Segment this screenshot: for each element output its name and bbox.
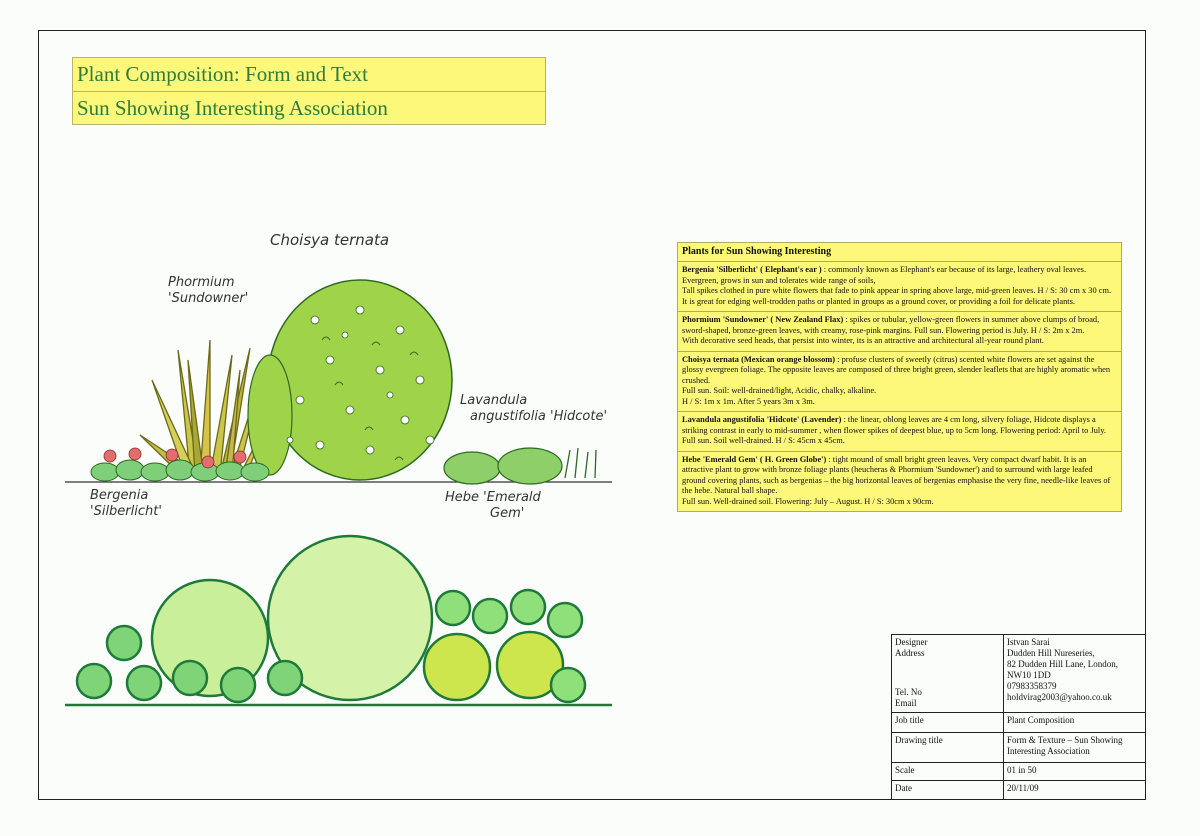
plant-entry-choisya: [678, 352, 1121, 413]
lavandula-illustration: [444, 448, 562, 484]
label-phormium-line1: Phormium: [168, 275, 235, 290]
designer-name: Istvan Sarai: [1007, 637, 1050, 647]
plant-name: Phormium 'Sundowner' ( New Zealand Flax): [682, 315, 844, 324]
planting-drawing: [60, 200, 620, 720]
choisya-illustration: [248, 280, 452, 480]
label-hebe: [445, 490, 541, 522]
plan-lavender-1: [436, 591, 470, 625]
label-bergenia-line2: 'Silberlicht': [90, 504, 162, 519]
plan-lavender-5: [551, 668, 585, 702]
hebe-illustration: [565, 448, 596, 478]
plan-view: [77, 536, 585, 702]
plan-bergenia-3: [127, 666, 161, 700]
title-block-labels: [892, 635, 1004, 712]
plant-description-2: Full sun. Soil: well-drained/light, Acidic, chalky, alkaline.: [682, 386, 877, 395]
drawing-title-value: Form & Texture – Sun Showing Interesting Association: [1007, 735, 1123, 756]
plants-panel-heading: Plants for Sun Showing Interesting: [678, 243, 1121, 262]
page-subtitle: Sun Showing Interesting Association: [73, 91, 545, 125]
title-block-scale-row: [892, 763, 1145, 781]
plant-entry-lavandula: [678, 412, 1121, 452]
tel-label: Tel. No: [895, 687, 922, 697]
plan-lavender-4: [548, 603, 582, 637]
date-label: Date: [892, 781, 1004, 799]
plan-bergenia-5: [221, 668, 255, 702]
title-block-values: [1004, 635, 1145, 712]
plant-entry-hebe: [678, 452, 1121, 512]
plant-name: Lavandula angustifolia 'Hidcote' (Lavender): [682, 415, 842, 424]
plan-hebe-1: [424, 634, 490, 700]
plant-name: Choisya ternata (Mexican orange blossom): [682, 354, 836, 364]
label-lavandula-line1: Lavandula: [460, 393, 528, 408]
label-lavandula: [460, 393, 607, 425]
plant-description-3: H / S: 1m x 1m. After 5 years 3m x 3m.: [682, 396, 815, 406]
title-block: [891, 634, 1146, 800]
plant-name: Hebe 'Emerald Gem' ( H. Green Globe'): [682, 454, 827, 464]
label-phormium-line2: 'Sundowner': [168, 291, 249, 306]
title-block-date-row: [892, 781, 1145, 799]
plants-panel: [677, 242, 1122, 512]
plan-bergenia-1: [107, 626, 141, 660]
job-title-label: Job title: [892, 713, 1004, 732]
label-lavandula-line2: angustifolia 'Hidcote': [470, 409, 608, 424]
plant-description: : commonly known as Elephant's ear because of its large, leathery oval leaves. Evergreen, grows in sun and tolerates wide range of soils,: [682, 265, 1087, 285]
plan-lavender-3: [511, 590, 545, 624]
plan-bergenia-4: [173, 661, 207, 695]
drawing-title-label: Drawing title: [892, 733, 1004, 762]
address-label: Address: [895, 648, 925, 658]
address-line3: NW10 1DD: [1007, 670, 1051, 680]
title-block-drawing-row: [892, 733, 1145, 763]
page-title: Plant Composition: Form and Text: [77, 62, 368, 86]
plan-bergenia-2: [77, 664, 111, 698]
plant-description-2: Full sun. Soil well-drained. H / S: 45cm x 45cm.: [682, 436, 845, 445]
job-title-value: Plant Composition: [1007, 715, 1075, 725]
title-block-job-row: [892, 713, 1145, 733]
plant-description: : spikes or tubular, yellow-green flowers in summer above clumps of broad, sword-shaped, bronze-green leaves, with creamy, rose-pink margins. Full sun. Flowering period is July. H / S: 2m x 2m.: [682, 315, 1100, 335]
date-value: 20/11/09: [1007, 783, 1039, 793]
plant-entry-bergenia: [678, 262, 1121, 312]
title-box: [72, 57, 546, 125]
drawing-canvas: [60, 200, 620, 720]
tel-number: 07983358379: [1007, 681, 1057, 691]
label-phormium: [168, 275, 248, 307]
address-line1: Dudden Hill Nureseries,: [1007, 648, 1095, 658]
label-bergenia: [90, 488, 162, 520]
plant-description: : tight mound of small bright green leaves. Very compact dwarf habit. It is an attractive plant to grow with bronze foliage plants (heucheras & Phormium 'Sundowner') and to surround with large leafed ground covering plants, such as bergenias – the big horizontal leaves of bergenias emphasise the very fine, needle-like leaves of the hebe. Natural ball shape.: [682, 454, 1111, 495]
address-line2: 82 Dudden Hill Lane, London,: [1007, 659, 1118, 669]
plan-bergenia-6: [268, 661, 302, 695]
plan-lavender-2: [473, 599, 507, 633]
label-bergenia-line1: Bergenia: [90, 488, 149, 503]
plant-name: Bergenia 'Silberlicht' ( Elephant's ear ): [682, 265, 822, 274]
plant-description: : profuse clusters of sweetly (citrus) scented white flowers are set against the glossy evergreen foliage. The opposite leaves are composed of three bright green, slender leaflets that are highly aromatic when crushed.: [682, 354, 1111, 385]
plant-entry-phormium: [678, 312, 1121, 352]
email-label: Email: [895, 698, 917, 708]
scale-label: Scale: [892, 763, 1004, 780]
plant-description-2: With decorative seed heads, that persist into winter, its is an attractive and architectural all-year round plant.: [682, 336, 1044, 345]
title-block-designer-row: [892, 635, 1145, 713]
email-address: holdvirag2003@yahoo.co.uk: [1007, 692, 1112, 702]
plant-description-2: Tall spikes clothed in pure white flowers that fade to pink appear in spring above large, mid-green leaves. H / S: 30 cm x 30 cm.: [682, 286, 1112, 295]
label-choisya: Choisya ternata: [270, 231, 390, 249]
plant-description: : the linear, oblong leaves are 4 cm long, silvery foliage, Hidcote displays a striking contrast in early to mid-summer , when flower spikes of deepest blue, up to 5cm long. Flowering period: April to July.: [682, 415, 1106, 435]
plant-description-2: Full sun. Well-drained soil. Flowering: July – August. H / S: 30cm x 90cm.: [682, 496, 934, 506]
label-hebe-line1: Hebe 'Emerald: [445, 490, 541, 505]
scale-value: 01 in 50: [1007, 765, 1037, 775]
designer-label: Designer: [895, 637, 928, 647]
label-hebe-line2: Gem': [490, 506, 525, 521]
plant-description-3: It is great for edging well-trodden paths or planted in groups as a ground cover, or providing a foil for delicate plants.: [682, 296, 1075, 306]
